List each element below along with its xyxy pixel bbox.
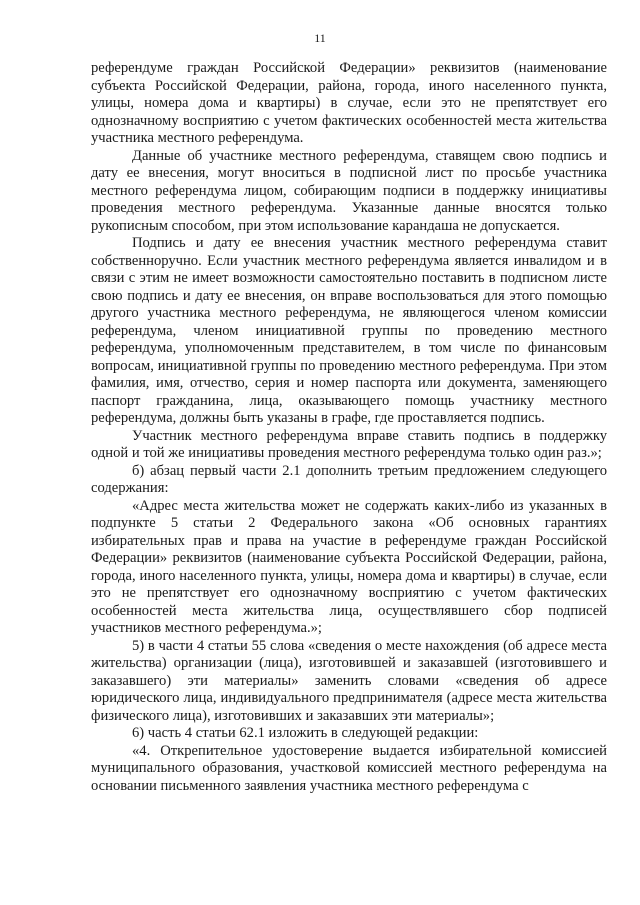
paragraph: 6) часть 4 статьи 62.1 изложить в следующей редакции: [132,725,479,741]
paragraph: 5) в части 4 статьи 55 слова «сведения о месте нахождения (об адресе места жительства) организации (лица), изготовившей и заказавшей (изготовившего и заказавшего) эти материалы» заменить словами «сведения об адресе юридического лица, индивидуального предпринимателя (адресе места жительства физического лица), изготовивших и заказавших эти материалы»; [91,637,607,724]
paragraph: Подпись и дату ее внесения участник местного референдума ставит собственноручно. Если участник местного референдума является инвалидом и в связи с этим не имеет возможности самостоятельно поставить в подписном листе свою подпись и дату ее внесения, он вправе воспользоваться для этого помощью другого участника местного референдума, не являющегося членом комиссии референдума, членом инициативной группы по проведению местного референдума, уполномоченным представителем, в том числе по финансовым вопросам, инициативной группы по проведению местного референдума. При этом фамилия, имя, отчество, серия и номер паспорта или документа, заменяющего паспорт гражданина, лица, оказывающего помощь участнику местного референдума, должны быть указаны в графе, где проставляется подпись. [91,235,607,426]
page-number: 11 [314,31,326,45]
paragraph: Данные об участнике местного референдума, ставящем свою подпись и дату ее внесения, могут вноситься в подписной лист по просьбе участника местного референдума лицом, собирающим подписи в поддержку инициативы проведения местного референдума. Указанные данные вносятся только рукописным способом, при этом использование карандаша не допускается. [91,147,607,234]
document-body [91,60,607,795]
paragraph: «4. Открепительное удостоверение выдается избирательной комиссией муниципального образования, участковой комиссией местного референдума на основании письменного заявления участника местного референдума с [91,742,607,794]
paragraph: б) абзац первый части 2.1 дополнить третьим предложением следующего содержания: [91,462,607,496]
paragraph: «Адрес места жительства может не содержать каких-либо из указанных в подпункте 5 статьи 2 Федерального закона «Об основных гарантиях избирательных прав и права на участие в референдуме граждан Российской Федерации» реквизитов (наименование субъекта Российской Федерации, района, города, иного населенного пункта, улицы, номера дома и квартиры) в случае, если это не препятствует его однозначному восприятию с учетом фактических особенностей места жительства лица, осуществлявшего сбор подписей участников местного референдума.»; [91,497,607,636]
paragraph: референдуме граждан Российской Федерации» реквизитов (наименование субъекта Российской Федерации, района, города, иного населенного пункта, улицы, номера дома и квартиры) в случае, если это не препятствует его однозначному восприятию с учетом фактических особенностей места жительства участника местного референдума. [91,60,607,146]
paragraph: Участник местного референдума вправе ставить подпись в поддержку одной и той же инициативы проведения местного референдума только один раз.»; [91,427,607,461]
